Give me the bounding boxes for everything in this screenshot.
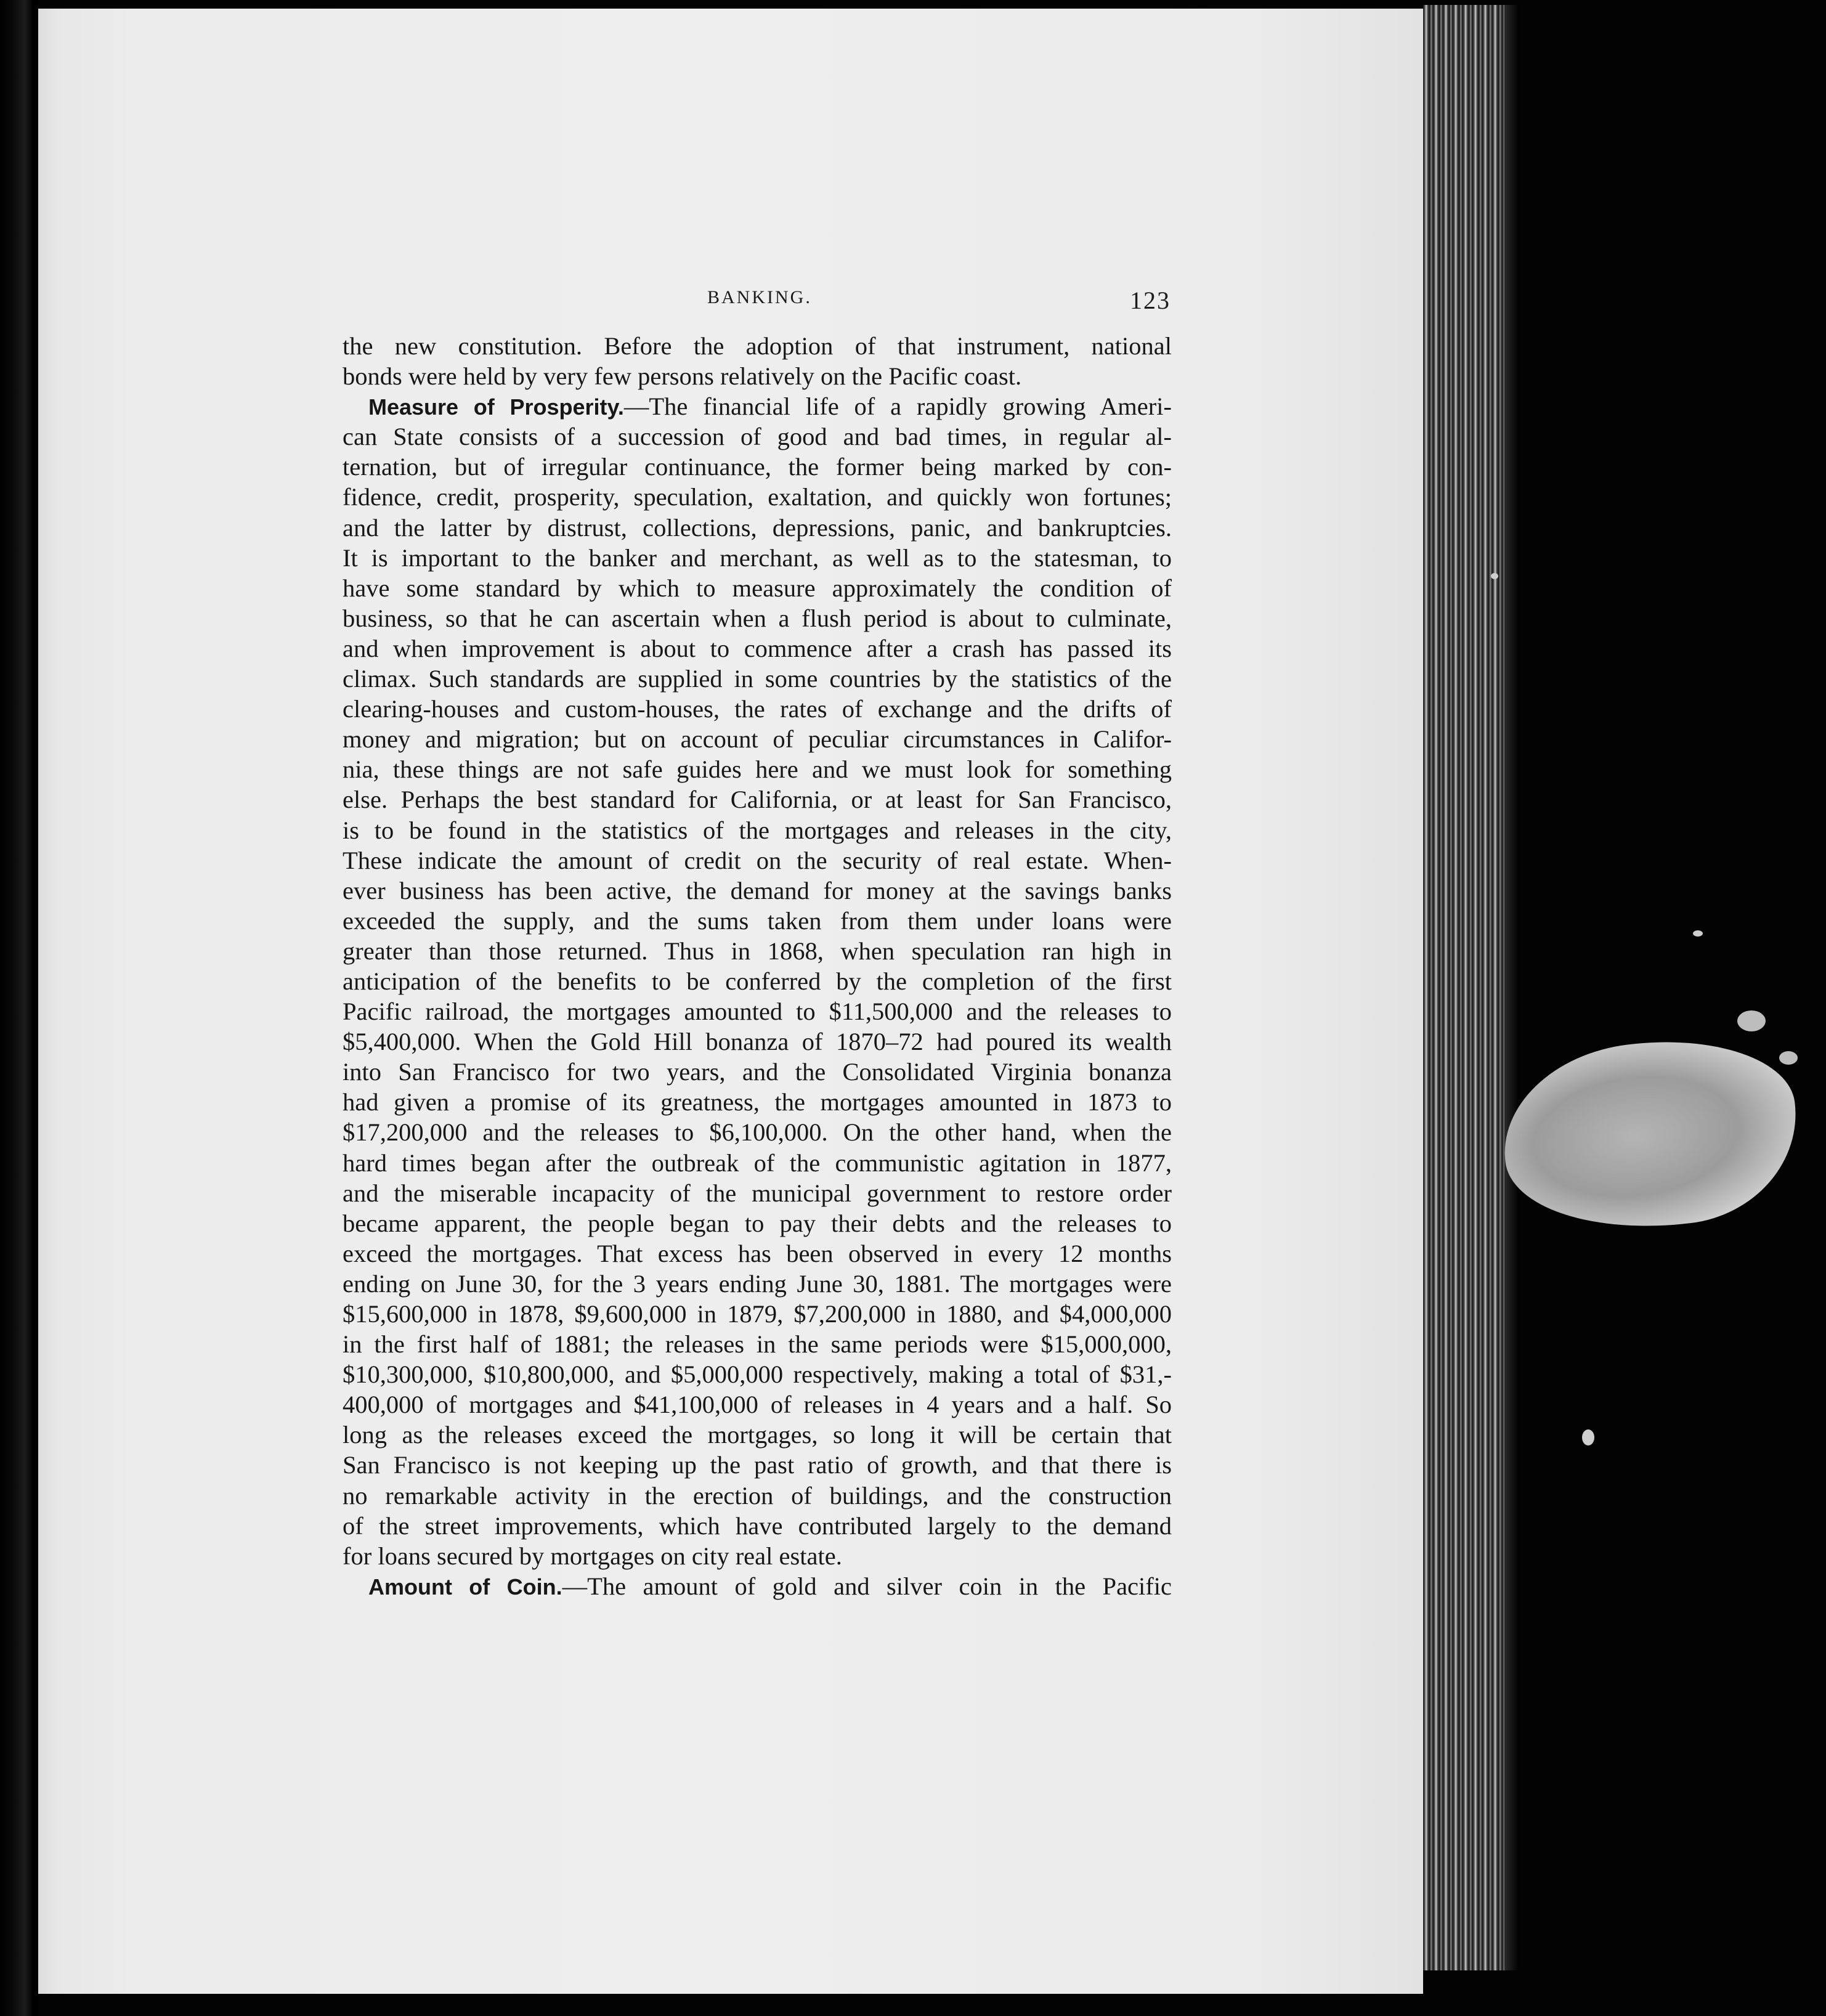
- em-dash: —: [623, 392, 649, 421]
- text-line: of the street improvements, which have contributed largely to the demand: [343, 1511, 1172, 1540]
- text-line: bonds were held by very few persons relatively on the Pacific coast.: [343, 362, 1022, 391]
- text-line: money and migration; but on account of peculiar circumstances in Califor-: [343, 725, 1172, 754]
- em-dash: —: [562, 1572, 588, 1600]
- text-line: $15,600,000 in 1878, $9,600,000 in 1879, $7,200,000 in 1880, and $4,000,000: [343, 1300, 1172, 1328]
- text-line: 400,000 of mortgages and $41,100,000 of releases in 4 years and a half. So: [343, 1391, 1172, 1419]
- text-line: $17,200,000 and the releases to $6,100,000. On the other hand, when the: [343, 1118, 1172, 1147]
- body-text: [343, 331, 1172, 1601]
- text-line: for loans secured by mortgages on city real estate.: [343, 1542, 842, 1570]
- text-line: [343, 1571, 1172, 1601]
- page-header: [345, 287, 1171, 318]
- text-line: fidence, credit, prosperity, speculation, exaltation, and quickly won fortunes;: [343, 483, 1172, 511]
- book-spine-edge: [0, 0, 38, 2016]
- scan-speck: [1582, 1429, 1594, 1445]
- stain-speck: [1737, 1010, 1766, 1031]
- text-run: The amount of gold and silver coin in the Pacific: [587, 1572, 1172, 1600]
- text-line: exceed the mortgages. That excess has been observed in every 12 months: [343, 1239, 1172, 1267]
- text-line: and the latter by distrust, collections, depressions, panic, and bankruptcies.: [343, 513, 1172, 542]
- text-line: the new constitution. Before the adoption of that instrument, national: [343, 332, 1172, 360]
- text-line: Pacific railroad, the mortgages amounted to $11,500,000 and the releases to: [343, 998, 1172, 1026]
- text-line: anticipation of the benefits to be conferred by the completion of the first: [343, 967, 1172, 995]
- text-line: can State consists of a succession of good and bad times, in regular al-: [343, 423, 1172, 451]
- text-line: ever business has been active, the demand for money at the savings banks: [343, 876, 1172, 904]
- text-line: had given a promise of its greatness, the mortgages amounted in 1873 to: [343, 1088, 1172, 1116]
- scan-speck: [1491, 573, 1498, 579]
- text-line: no remarkable activity in the erection of buildings, and the construction: [343, 1481, 1172, 1510]
- page-number: 123: [1130, 287, 1171, 314]
- text-line: ending on June 30, for the 3 years ending June 30, 1881. The mortgages were: [343, 1269, 1172, 1298]
- text-line: have some standard by which to measure approximately the condition of: [343, 574, 1172, 602]
- page-stack-edge: [1423, 5, 1504, 1970]
- text-line: and when improvement is about to commence after a crash has passed its: [343, 634, 1172, 662]
- text-line: is to be found in the statistics of the mortgages and releases in the city,: [343, 816, 1172, 844]
- section-heading: Amount of Coin.: [368, 1574, 562, 1599]
- text-line: clearing-houses and custom-houses, the rates of exchange and the drifts of: [343, 695, 1172, 723]
- text-line: and the miserable incapacity of the municipal government to restore order: [343, 1179, 1172, 1207]
- text-line: exceeded the supply, and the sums taken from them under loans were: [343, 906, 1172, 935]
- text-line: in the first half of 1881; the releases in the same periods were $15,000,000,: [343, 1330, 1172, 1359]
- running-head: BANKING.: [707, 287, 812, 307]
- text-line: $10,300,000, $10,800,000, and $5,000,000 respectively, making a total of $31,-: [343, 1360, 1172, 1389]
- text-line: became apparent, the people began to pay their debts and the releases to: [343, 1209, 1172, 1237]
- text-line: long as the releases exceed the mortgages, so long it will be certain that: [343, 1421, 1172, 1449]
- stain-mark: [1493, 1025, 1808, 1245]
- text-line: into San Francisco for two years, and the Consolidated Virginia bonanza: [343, 1058, 1172, 1086]
- section-heading: Measure of Prosperity.: [368, 394, 624, 420]
- text-line: It is important to the banker and merchant, as well as to the statesman, to: [343, 543, 1172, 572]
- text-line: These indicate the amount of credit on the security of real estate. When-: [343, 846, 1172, 874]
- text-line: climax. Such standards are supplied in some countries by the statistics of the: [343, 665, 1172, 693]
- text-line: else. Perhaps the best standard for California, or at least for San Francisco,: [343, 786, 1172, 814]
- text-run: The financial life of a rapidly growing Ameri-: [649, 392, 1172, 421]
- scan-speck: [1693, 930, 1703, 937]
- text-line: business, so that he can ascertain when a flush period is about to culminate,: [343, 604, 1172, 632]
- text-line: hard times began after the outbreak of the communistic agitation in 1877,: [343, 1148, 1172, 1177]
- stain-speck: [1779, 1051, 1798, 1065]
- text-line: ternation, but of irregular continuance, the former being marked by con-: [343, 453, 1172, 481]
- text-line: greater than those returned. Thus in 1868, when speculation ran high in: [343, 937, 1172, 965]
- text-line: [343, 391, 1172, 421]
- text-line: nia, these things are not safe guides here and we must look for something: [343, 755, 1172, 784]
- text-line: San Francisco is not keeping up the past ratio of growth, and that there is: [343, 1451, 1172, 1479]
- text-line: $5,400,000. When the Gold Hill bonanza of 1870–72 had poured its wealth: [343, 1028, 1172, 1056]
- page-stack-shadow: [1504, 5, 1519, 1970]
